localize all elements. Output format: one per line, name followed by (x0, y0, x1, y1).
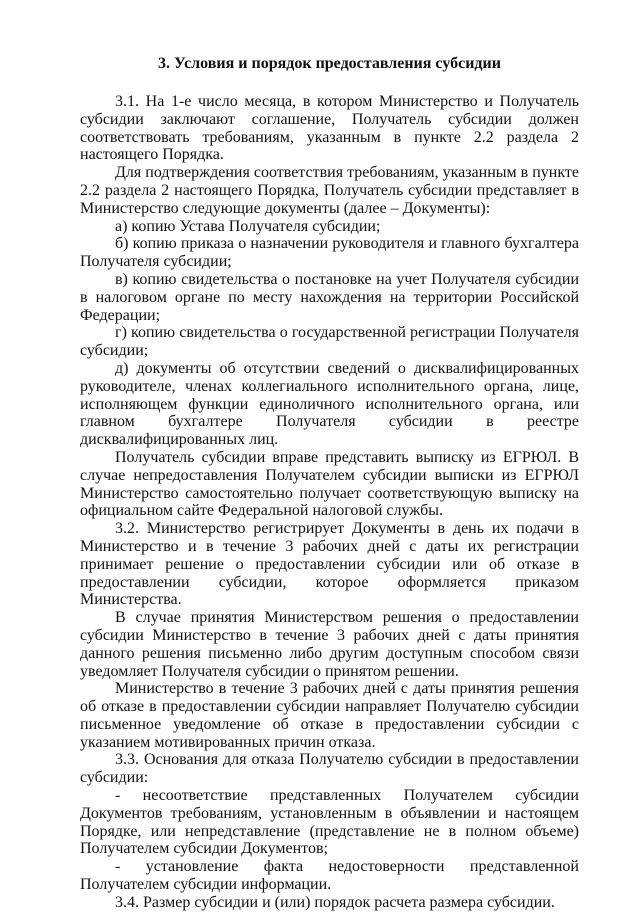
refusal-reason-2: - установление факта недостоверности представленной Получателем субсидии информации. (80, 858, 579, 894)
paragraph-3-4: 3.4. Размер субсидии и (или) порядок расчета размера субсидии. (115, 893, 555, 911)
paragraph-3-2: 3.2. Министерство регистрирует Документы в день их подачи в Министерство и в течение 3 рабочих дней с даты их регистрации принимает решение о предоставлении субсидии или об отказе в предоставлении субсидии, которое оформляется приказом Министерства. (80, 520, 579, 609)
list-item-v: в) копию свидетельства о постановке на учет Получателя субсидии в налоговом органе по месту нахождения на территории Российской Федерации; (80, 270, 579, 324)
list-item-b: б) копию приказа о назначении руководителя и главного бухгалтера Получателя субсидии; (80, 235, 579, 271)
paragraph-3-3: 3.3. Основания для отказа Получателю субсидии в предоставлении субсидии: (80, 751, 579, 787)
paragraph-documents-intro: Для подтверждения соответствия требованиям, указанным в пункте 2.2 раздела 2 настоящего Порядка, Получатель субсидии представляет в Министерство следующие документы (далее – Документы): (80, 164, 579, 217)
paragraph-approval-notice: В случае принятия Министерством решения о предоставлении субсидии Министерство в течение 3 рабочих дней с даты принятия данного решения письменно либо другим доступным способом связи уведомляет Получателя субсидии о принятом решении. (80, 609, 579, 680)
list-item-g: г) копию свидетельства о государственной регистрации Получателя субсидии; (80, 324, 579, 360)
refusal-reason-1: - несоответствие представленных Получателем субсидии Документов требованиям, установленным в объявлении и настоящем Порядке, или непредставление (представление не в полном объеме) Получателем субсидии Документов; (80, 787, 579, 858)
list-item-a: а) копию Устава Получателя субсидии; (115, 217, 381, 235)
section-body (80, 93, 579, 912)
list-item-d: д) документы об отсутствии сведений о дисквалифицированных руководителе, членах коллегиального исполнительного органа, лице, исполняющем функции единоличного исполнительного органа, или главном бухгалтере Получателя субсидии в реестре дисквалифицированных лиц. (80, 359, 579, 449)
paragraph-egrul: Получатель субсидии вправе представить выписку из ЕГРЮЛ. В случае непредоставления Получателем субсидии выписки из ЕГРЮЛ Министерство самостоятельно получает соответствующую выписку на официальном сайте Федеральной налоговой службы. (80, 448, 579, 520)
section-title: 3. Условия и порядок предоставления субсидии (158, 55, 501, 72)
paragraph-3-1: 3.1. На 1-е число месяца, в котором Министерство и Получатель субсидии заключают соглашение, Получатель субсидии должен соответствовать требованиям, указанным в пункте 2.2 раздела 2 настоящего Порядка. (80, 93, 579, 164)
paragraph-refusal-notice: Министерство в течение 3 рабочих дней с даты принятия решения об отказе в предоставлении субсидии направляет Получателю субсидии письменное уведомление об отказе в предоставлении субсидии с указанием мотивированных причин отказа. (80, 680, 579, 751)
